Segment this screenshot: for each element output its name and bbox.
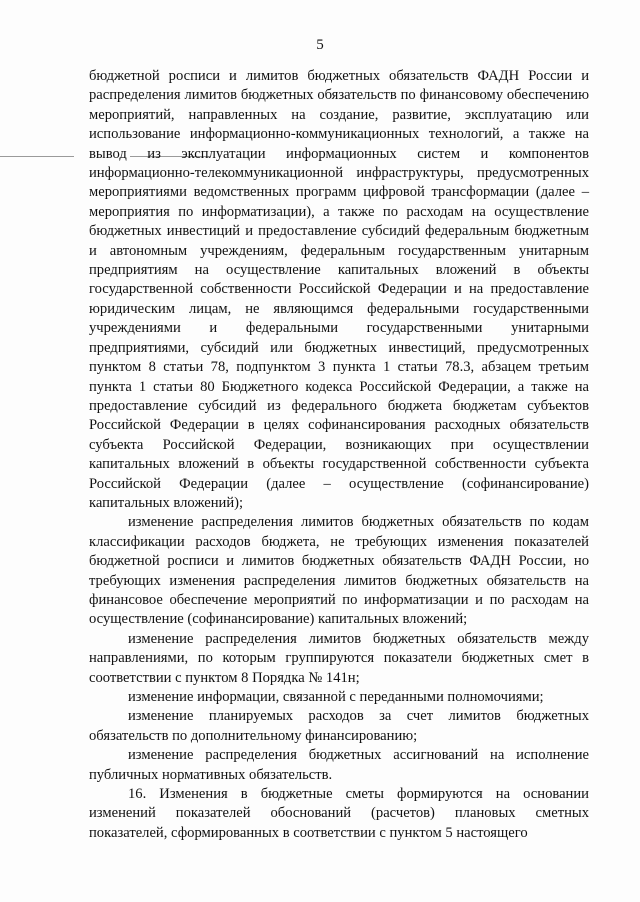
paragraph: изменение распределения лимитов бюджетных обязательств между направлениями, по которым группируются показатели бюджетных смет в соответствии с пунктом 8 Порядка № 141н; bbox=[89, 630, 589, 686]
paragraph: изменение распределения лимитов бюджетных обязательств по кодам классификации расходов бюджета, не требующих изменения показателей бюджетной росписи и лимитов бюджетных обязательств ФАДН России, но требующих изменения распределения лимитов бюджетных обязательств на финансовое обеспечение мероприятий по информатизации и по расходам на осуществление (софинансирование) капитальных вложений; bbox=[89, 514, 589, 628]
paragraph: изменение информации, связанной с переданными полномочиями; bbox=[128, 689, 544, 705]
scan-artifact-line bbox=[0, 156, 74, 157]
paragraph-item-16: 16. Изменения в бюджетные сметы формируются на основании изменений показателей обоснований (расчетов) плановых сметных показателей, сформированных в соответствии с пунктом 5 настоящего bbox=[89, 786, 589, 841]
page-number: 5 bbox=[316, 37, 324, 53]
document-body bbox=[89, 67, 589, 843]
paragraph: изменение планируемых расходов за счет лимитов бюджетных обязательств по дополнительному финансированию; bbox=[89, 708, 589, 744]
paragraph-continued: бюджетной росписи и лимитов бюджетных обязательств ФАДН России и распределения лимитов бюджетных обязательств по финансовому обеспечению мероприятий, направленных на создание, развитие, эксплуатацию или использование информационно-коммуникационных технологий, а также на вывод из эксплуатации информационных систем и компонентов информационно-телекоммуникационной инфраструктуры, предусмотренных мероприятиями ведомственных программ цифровой трансформации (далее – мероприятия по информатизации), а также по расходам на осуществление бюджетных инвестиций и предоставление субсидий федеральным бюджетным и автономным учреждениям, федеральным государственным унитарным предприятиям на осуществление капитальных вложений в объекты государственной собственности Российской Федерации и на предоставление юридическим лицам, не являющимся федеральными государственными учреждениями и федеральными государственными унитарными предприятиями, субсидий или бюджетных инвестиций, предусмотренных пунктом 8 статьи 78, подпунктом 3 пункта 1 статьи 78.3, абзацем третьим пункта 1 статьи 80 Бюджетного кодекса Российской Федерации, а также на предоставление субсидий из федерального бюджета бюджетам субъектов Российской Федерации в целях софинансирования расходных обязательств субъекта Российской Федерации, возникающих при осуществлении капитальных вложений в объекты государственной собственности субъекта Российской Федерации (далее – осуществление (софинансирование) капитальных вложений); bbox=[89, 68, 589, 511]
paragraph: изменение распределения бюджетных ассигнований на исполнение публичных нормативных обязательств. bbox=[89, 747, 589, 783]
